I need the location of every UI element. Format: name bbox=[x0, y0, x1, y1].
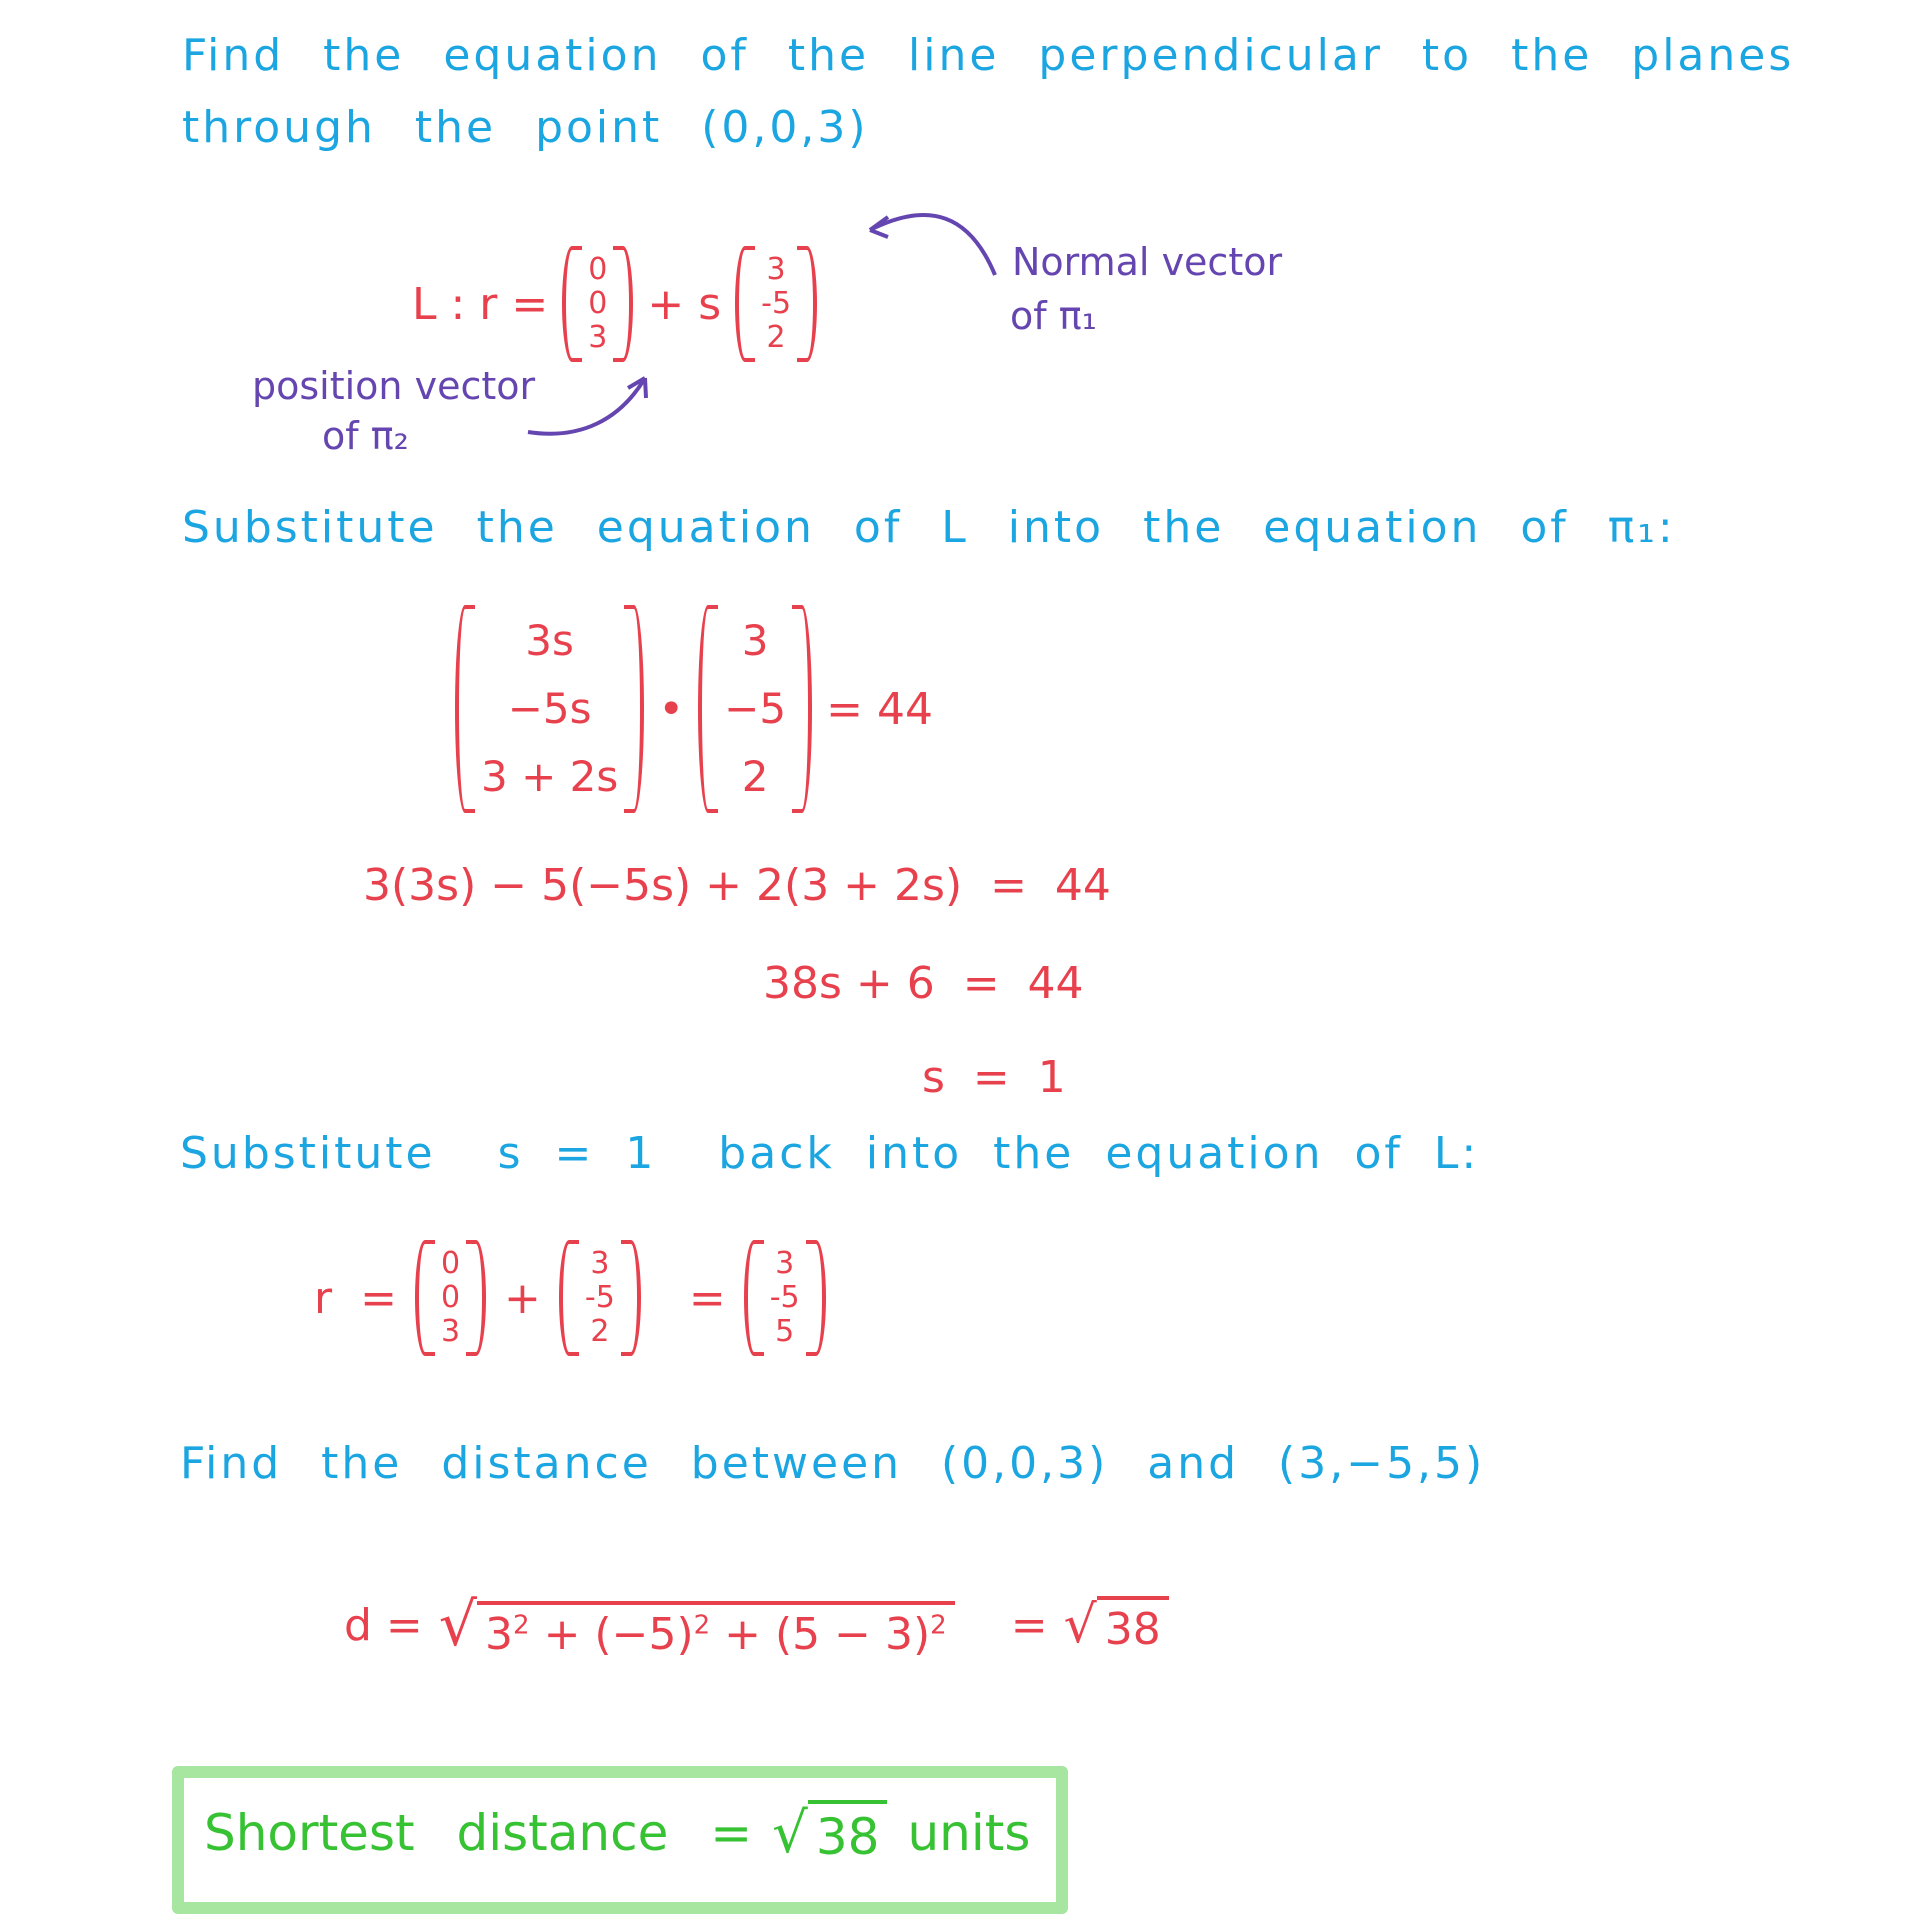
step4-heading: Find the distance between (0,0,3) and (3,−5,5) bbox=[180, 1438, 1486, 1489]
step3-heading: Substitute s = 1 back into the equation of L: bbox=[180, 1128, 1480, 1179]
answer-label: Shortest distance = bbox=[204, 1804, 753, 1862]
intro-line-2: through the point (0,0,3) bbox=[182, 102, 869, 153]
solution-s: s = 1 bbox=[922, 1052, 1066, 1103]
normal-annotation-1: Normal vector bbox=[1012, 240, 1283, 284]
vector-b: 3 −5 2 bbox=[698, 605, 812, 813]
intro-line-1: Find the equation of the line perpendicular to the planes bbox=[182, 30, 1795, 81]
equals: = bbox=[688, 1272, 726, 1324]
vector-v1: 0 0 3 bbox=[415, 1240, 486, 1356]
direction-vector: 3 -5 2 bbox=[735, 246, 817, 362]
step1-heading: Substitute the equation of L into the equation of π₁: bbox=[182, 502, 1676, 553]
arrow-icon-normal bbox=[860, 195, 1010, 285]
position-annotation-1: position vector bbox=[252, 364, 536, 408]
dot-rhs: = 44 bbox=[826, 683, 933, 735]
distance-formula bbox=[344, 1590, 1169, 1660]
expanded-equation: 3(3s) − 5(−5s) + 2(3 + 2s) = 44 bbox=[363, 860, 1111, 911]
dot-product bbox=[455, 605, 933, 813]
plus-s: + s bbox=[647, 278, 722, 330]
plus: + bbox=[504, 1272, 541, 1324]
answer-sqrt: √ 38 bbox=[772, 1800, 887, 1866]
r-substitution bbox=[314, 1240, 826, 1356]
position-annotation-2: of π₂ bbox=[322, 414, 409, 458]
d-label: d = bbox=[344, 1599, 423, 1651]
arrow-icon-position bbox=[520, 370, 660, 440]
sqrt-expression: √ $3^2 + (-5)^2 + (5 - 3)^2$ bbox=[439, 1590, 955, 1660]
vector-v3: 3 -5 5 bbox=[744, 1240, 826, 1356]
sqrt-result: √ 38 bbox=[1064, 1595, 1169, 1655]
answer bbox=[204, 1800, 1030, 1866]
dot-symbol: • bbox=[658, 683, 685, 735]
line-equation bbox=[412, 246, 817, 362]
vector-v2: 3 -5 2 bbox=[559, 1240, 641, 1356]
answer-units: units bbox=[907, 1804, 1031, 1862]
distance-equals: = bbox=[1010, 1599, 1048, 1651]
position-vector: 0 0 3 bbox=[562, 246, 633, 362]
r-label: r = bbox=[314, 1272, 397, 1324]
line-eq-prefix: L : r = bbox=[412, 278, 549, 330]
vector-a: 3s −5s 3 + 2s bbox=[455, 605, 644, 813]
simplified-equation: 38s + 6 = 44 bbox=[763, 958, 1084, 1009]
normal-annotation-2: of π₁ bbox=[1010, 294, 1097, 338]
